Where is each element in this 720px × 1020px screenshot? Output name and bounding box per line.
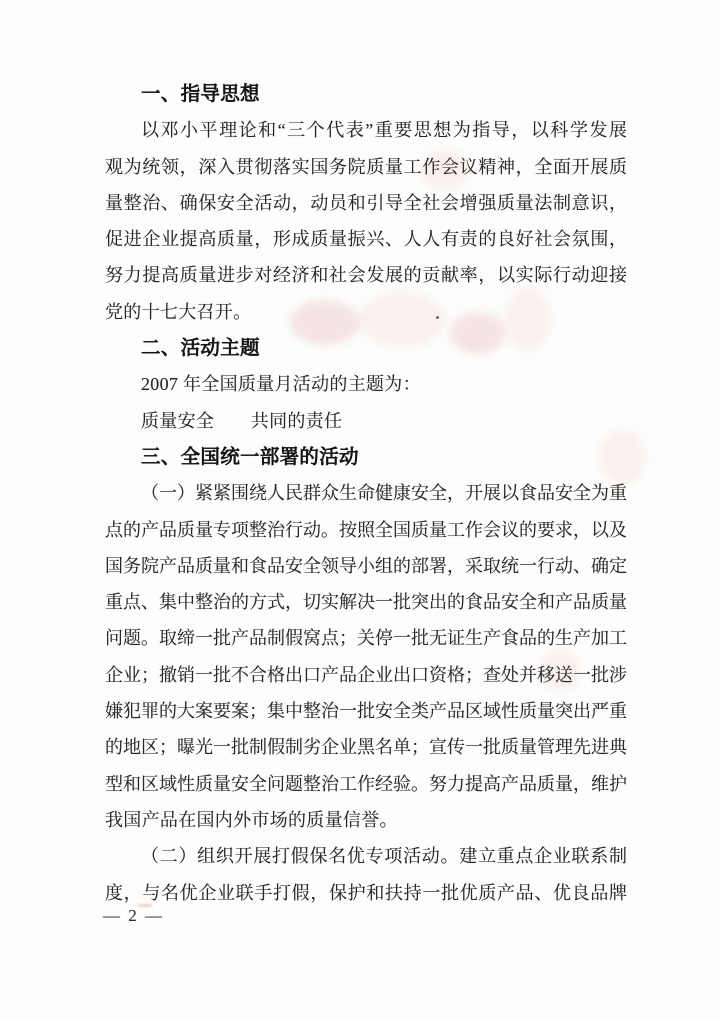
- page-number: — 2 —: [103, 906, 164, 925]
- section-heading: 二、活动主题: [141, 337, 260, 360]
- text-line: 以邓小平理论和“三个代表”重要思想为指导，以科学发展: [141, 120, 627, 141]
- section-heading: 三、全国统一部署的活动: [141, 445, 359, 468]
- text-line: 度，与名优企业联手打假，保护和扶持一批优质产品、优良品牌: [105, 882, 627, 903]
- text-line: （一）紧紧围绕人民群众生命健康安全，开展以食品安全为重: [141, 483, 627, 504]
- text-line: 努力提高质量进步对经济和社会发展的贡献率，以实际行动迎接: [105, 265, 627, 286]
- text-line: 2007 年全国质量月活动的主题为：: [141, 374, 421, 395]
- text-line: 的地区；曝光一批制假制劣企业黑名单；宣传一批质量管理先进典: [105, 737, 627, 758]
- text-line: 我国产品在国内外市场的质量信誉。: [105, 809, 398, 830]
- section-heading: 一、指导思想: [141, 83, 260, 105]
- text-line: 重点、集中整治的方式，切实解决一批突出的食品安全和产品质量: [105, 592, 627, 613]
- text-line: （二）组织开展打假保名优专项活动。建立重点企业联系制: [141, 846, 627, 867]
- text-line: 质量安全 共同的责任: [141, 410, 343, 431]
- text-line: 量整治、确保安全活动，动员和引导全社会增强质量法制意识，: [105, 192, 627, 213]
- text-line: 观为统领，深入贯彻落实国务院质量工作会议精神，全面开展质: [105, 156, 627, 177]
- text-line: 企业；撤销一批不合格出口产品企业出口资格；查处并移送一批涉: [105, 664, 627, 685]
- text-line: 促进企业提高质量，形成质量振兴、人人有责的良好社会氛围，: [105, 229, 627, 250]
- text-line: 嫌犯罪的大案要案；集中整治一批安全类产品区域性质量突出严重: [105, 701, 627, 722]
- text-line: 问题。取缔一批产品制假窝点；关停一批无证生产食品的生产加工: [105, 628, 627, 649]
- text-line: 党的十七大召开。: [105, 301, 252, 322]
- text-line: 点的产品质量专项整治行动。按照全国质量工作会议的要求，以及: [105, 519, 627, 540]
- text-line: 型和区域性质量安全问题整治工作经验。努力提高产品质量，维护: [105, 773, 627, 794]
- text-column: [105, 76, 627, 911]
- text-line: 国务院产品质量和食品安全领导小组的部署，采取统一行动、确定: [105, 555, 627, 576]
